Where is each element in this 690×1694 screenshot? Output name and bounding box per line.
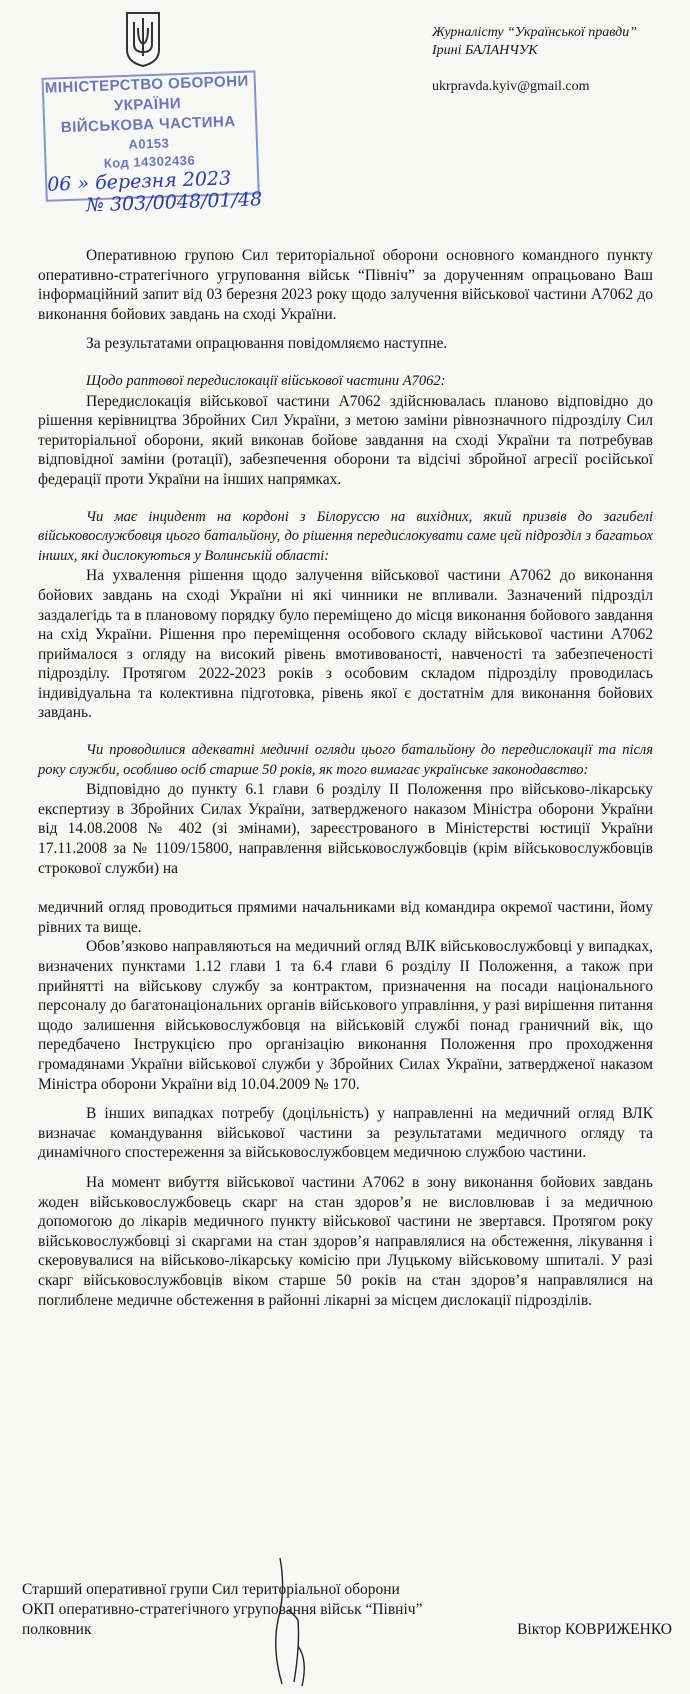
stamp-handwritten-date: 06 » березня 2023 <box>46 167 232 196</box>
trident-emblem-icon <box>124 10 162 68</box>
question-1: Щодо раптової передислокації військової частини А7062: <box>86 372 446 389</box>
addressee-email[interactable]: ukrpravda.kyiv@gmail.com <box>432 79 590 94</box>
signature-name: Віктор КОВРИЖЕНКО <box>517 1621 672 1638</box>
answer-5: В інших випадках потребу (доцільність) у направленні на медичний огляд ВЛК визначає командування військової частини за результатами медичного огляду та динамічного спостереження за військовослужбовцем медичною службою частини. <box>38 1105 653 1162</box>
paragraph-request: Оперативною групою Сил територіальної оборони основного командного пункту оперативно-стратегічного угруповання військ “Північ” за дорученням опрацьовано Ваш інформаційний запит від 03 березня 2023 року щодо залучення військової частини А7062 до виконання бойових завдань на сході України. <box>38 247 653 323</box>
addressee-line-2: Ірині БАЛАНЧУК <box>432 43 538 58</box>
signature-rank-row <box>22 1620 672 1640</box>
answer-2: На ухвалення рішення щодо залучення військової частини А7062 до виконання бойових завдань на сході України ні які чинники не впливали. Зазначений підрозділ заздалегідь та в плановому порядку було переміщено до місця виконання бойового завдання на схід України. Рішення про переміщення особового складу військової частини А7062 приймалося з огляду на високий рівень вмотивованості, навченості та забезпеченості підрозділу. Протягом 2022-2023 років з особовим складом підрозділу проводилась індивідуальна та колективна підготовка, рівень якої є достатнім для виконання бойових завдань. <box>38 567 653 722</box>
answer-6: На момент вибуття військової частини А7062 в зону виконання бойових завдань жоден військовослужбовець скарг на стан здоров’я не висловлював і за медичною допомогою до лікарів медичного пункту військової частини не звертався. Протягом року військовослужбовці зі скаргами на стан здоров’я направлялися на обстеження, лікування і скеровувалися на військово-лікарську комісію при Луцькому військовому шпиталі. У разі скарг військовослужбовців віком старше 50 років на стан здоров’я направлялися на поглиблене медичне обстеження в районні лікарні за місцем дислокації підрозділів. <box>38 1173 653 1309</box>
signature-rank: полковник <box>22 1621 92 1638</box>
stamp-line-1: МІНІСТЕРСТВО ОБОРОНИ <box>44 72 250 97</box>
stamp-line-4: А0153 <box>128 135 170 152</box>
stamp-line-2: УКРАЇНИ <box>113 95 182 115</box>
signature-block <box>22 1580 672 1640</box>
paragraph-intro: За результатами опрацювання повідомляємо наступне. <box>86 335 448 353</box>
signature-line-1: Старший оперативної групи Сил територіальної оборони <box>22 1581 400 1598</box>
ministry-stamp <box>42 70 267 223</box>
question-2: Чи має інцидент на кордоні з Білоруссю на вихідних, який призвів до загибелі військовослужбовця цього батальйону, до рішення передислокувати саме цей підрозділ з багатьох інших, які дислокуються у Волинській області: <box>38 508 653 564</box>
addressee-line-1: Журналісту “Української правди” <box>432 25 637 40</box>
answer-3-continuation: медичний огляд проводиться прямими начальниками від командира окремої частини, йому рівних та вище. <box>38 899 653 936</box>
letter-body <box>38 246 653 1310</box>
signature-line-2: ОКП оперативно-стратегічного угруповання військ “Північ” <box>22 1601 423 1618</box>
question-3: Чи проводилися адекватні медичні огляди цього батальйону до передислокації та після року служби, особливо осіб старше 50 років, як того вимагає українське законодавство: <box>38 742 653 778</box>
stamp-handwritten-number: № 303/0048/01/48 <box>85 188 263 217</box>
answer-1: Передислокація військової частини А7062 здійснювалась планово відповідно до рішення керівництва Збройних Сил України, з метою заміни рівнозначного підрозділу Сил територіальної оборони, який виконав бойове завдання на сході України та потребував відповідної заміни (ротації), забезпечення оборони та відсічі збройної агресії російської федерації проти України на інших напрямках. <box>38 392 653 488</box>
answer-4: Обов’язково направляються на медичний огляд ВЛК військовослужбовці у випадках, визначених пунктами 1.12 глави 1 та 6.4 глави 6 розділу ІІ Положення, а також при прийнятті на військову службу за контрактом, призначення на посади національного персоналу до багатонаціональних органів військового управління, у разі вирішення питання щодо залишення військовослужбовця на військовій службі понад граничний вік, що передбачено Інструкцією про організацію виконання Положення про проходження громадянами України військової служби у Збройних Силах України, затвердженої наказом Міністра оборони України від 10.04.2009 № 170. <box>38 938 653 1093</box>
stamp-line-5: Код 14302436 <box>103 152 196 171</box>
stamp-line-3: ВІЙСЬКОВА ЧАСТИНА <box>60 113 236 137</box>
addressee-block <box>432 24 637 96</box>
answer-3: Відповідно до пункту 6.1 глави 6 розділу ІІ Положення про військово-лікарську експертизу в Збройних Силах України, затвердженого наказом Міністра оборони України від 14.08.2008 № 402 (зі змінами), зареєстрованого в Міністерстві юстиції України 17.11.2008 за № 1109/15800, направлення військовослужбовців (крім військовослужбовців строкової служби) на <box>38 781 653 877</box>
